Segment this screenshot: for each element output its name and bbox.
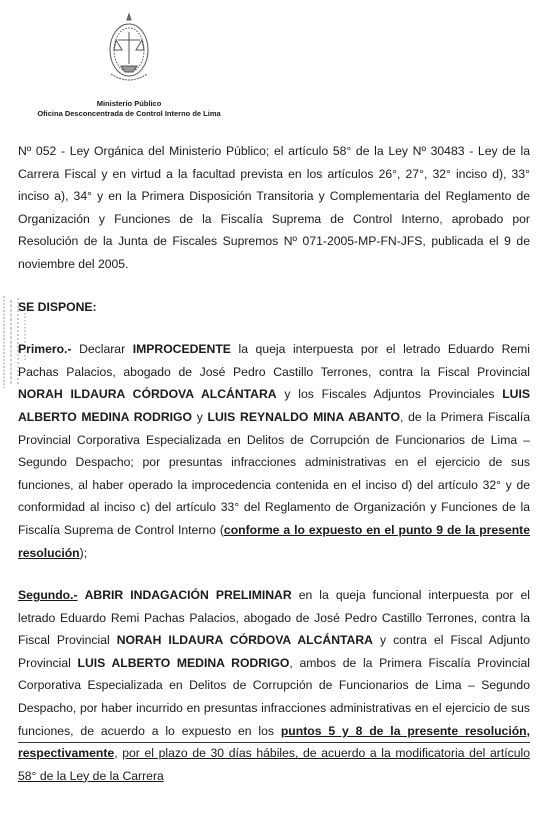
segundo-bold-3: LUIS ALBERTO MEDINA RODRIGO: [77, 655, 290, 670]
segundo-paragraph: [18, 584, 530, 787]
primero-text-1: Declarar: [71, 342, 133, 357]
primero-bold-4: LUIS REYNALDO MINA ABANTO: [207, 409, 401, 424]
scan-artifact-line: [18, 742, 530, 743]
resolution-body: [18, 140, 530, 787]
primero-text-6: );: [79, 545, 88, 560]
segundo-bold-2: NORAH ILDAURA CÓRDOVA ALCÁNTARA: [116, 633, 373, 648]
org-line-2: Oficina Desconcentrada de Control Interno de Lima: [37, 109, 221, 118]
segundo-text-4: , ambos de la Primera Fiscalía Provincial Corporativa Especializada en Delitos de Corrupción de Funcionarios de Lima – Segundo Despacho, por haber incurrido en presuntas infracciones administrativas en el ejercicio de sus funciones, de acuerdo a lo expuesto en los: [18, 655, 530, 738]
intro-paragraph: Nº 052 - Ley Orgánica del Ministerio Público; el artículo 58° de la Ley Nº 30483 - Ley de la Carrera Fiscal y en virtud a la facultad prevista en los artículos 26°, 27°, 32° inciso d), 33° inciso a), 34° y en la Primera Disposición Transitoria y Complementaria del Reglamento de Organización y Funciones de la Fiscalía Suprema de Control Interno, aprobado por Resolución de la Junta de Fiscales Supremos Nº 071-2005-MP-FN-JFS, publicada el 9 de noviembre del 2005.: [18, 144, 530, 271]
coat-of-arms-seal: [103, 10, 155, 88]
segundo-text-1: [78, 588, 85, 602]
segundo-bold-underline-1: puntos 5 y 8 de la presente resolución, respectivamente: [18, 723, 530, 761]
segundo-text-5: ,: [114, 746, 123, 761]
segundo-bold-1: ABRIR INDAGACIÓN PRELIMINAR: [84, 588, 292, 603]
segundo-underline-1: por el plazo de 30 días hábiles, de acuerdo a la modificatoria del artículo 58° de la Ley de la Carrera: [18, 746, 530, 783]
primero-text-4: y: [191, 409, 208, 424]
se-dispone-heading: [18, 296, 530, 319]
primero-text-3: y los Fiscales Adjuntos Provinciales: [276, 387, 503, 402]
segundo-text-3: y contra el Fiscal Adjunto Provincial: [18, 633, 530, 670]
primero-paragraph: [18, 338, 530, 564]
primero-bold-3: LUIS ALBERTO MEDINA RODRIGO: [18, 387, 530, 424]
primero-text-5: , de la Primera Fiscalía Provincial Corporativa Especializada en Delitos de Corrupción de Funcionarios de Lima – Segundo Despacho; por presuntas infracciones administrativas en el ejercicio de sus funciones, al haber operado la improcedencia contenida en el inciso d) del artículo 32° y de conformidad al inciso c) del artículo 33° del Reglamento de Organización y Funciones de la Fiscalía Suprema de Control Interno (: [18, 409, 530, 537]
se-dispone-text: SE DISPONE:: [18, 299, 97, 314]
org-line-1: Ministerio Público: [96, 99, 162, 108]
primero-bold-1: IMPROCEDENTE: [132, 342, 231, 357]
primero-bold-underline-1: conforme a lo expuesto en el punto 9 de la presente resolución: [18, 522, 531, 560]
primero-text-2: la queja interpuesta por el letrado Eduardo Remi Pachas Palacios, abogado de José Pedro Castillo Terrones, contra la Fiscal Provincial: [18, 342, 531, 379]
primero-label: Primero.-: [18, 342, 72, 357]
segundo-label: Segundo.-: [18, 588, 78, 603]
segundo-text-2: en la queja funcional interpuesta por el letrado Eduardo Remi Pachas Palacios, abogado de José Pedro Castillo Terrones, contra la Fiscal Provincial: [18, 588, 530, 648]
primero-bold-2: NORAH ILDAURA CÓRDOVA ALCÁNTARA: [18, 387, 277, 402]
organization-name: [0, 99, 258, 119]
